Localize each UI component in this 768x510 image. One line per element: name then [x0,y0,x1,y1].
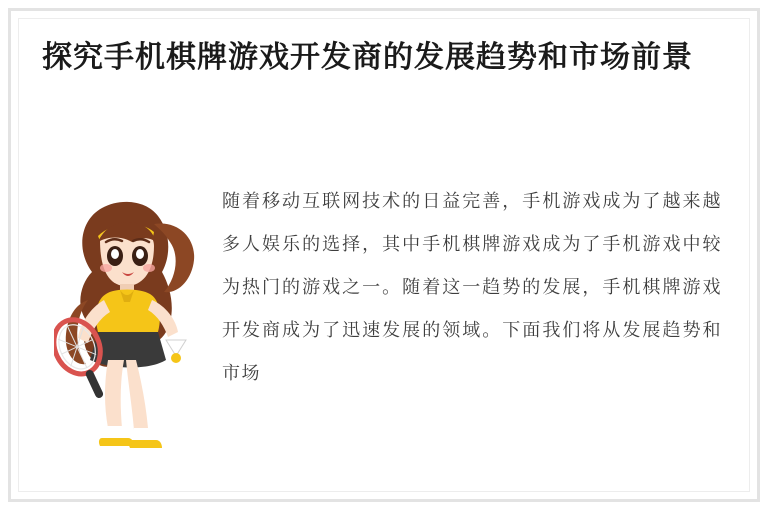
document-content [40,36,728,474]
cartoon-girl-badminton-player-icon [54,180,214,480]
body-paragraph: 随着移动互联网技术的日益完善，手机游戏成为了越来越多人娱乐的选择，其中手机棋牌游戏成为了手机游戏中较为热门的游戏之一。随着这一趋势的发展，手机棋牌游戏开发商成为了迅速发展的领域。下面我们将从发展趋势和市场 [222,191,722,384]
body-area [40,166,728,474]
page-title: 探究手机棋牌游戏开发商的发展趋势和市场前景 [42,40,693,75]
